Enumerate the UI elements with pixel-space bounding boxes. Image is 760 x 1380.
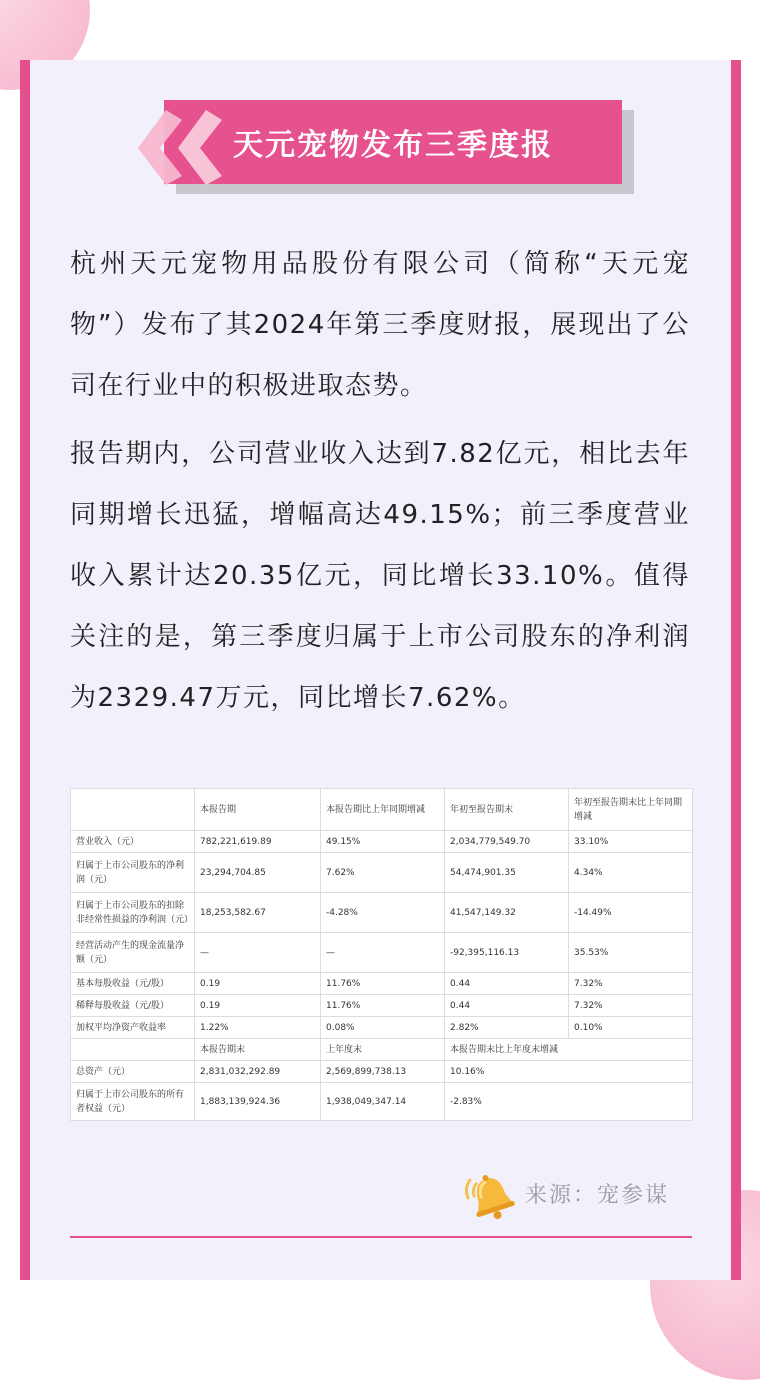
table-cell: -4.28% <box>321 893 445 933</box>
bell-icon <box>462 1170 518 1222</box>
table-cell: 7.32% <box>569 973 693 995</box>
table-row <box>71 995 693 1017</box>
table-cell: 11.76% <box>321 973 445 995</box>
table-cell: 18,253,582.67 <box>195 893 321 933</box>
table-row <box>71 1061 693 1083</box>
table-row <box>71 973 693 995</box>
table-cell: 782,221,619.89 <box>195 831 321 853</box>
table-cell: 本报告期 <box>195 789 321 831</box>
table-cell: 0.19 <box>195 973 321 995</box>
table-cell: 0.10% <box>569 1017 693 1039</box>
row-label: 基本每股收益（元/股） <box>71 973 195 995</box>
table-cell: 年初至报告期末 <box>445 789 569 831</box>
row-label <box>71 789 195 831</box>
paragraph-intro: 杭州天元宠物用品股份有限公司（简称“天元宠物”）发布了其2024年第三季度财报，展现出了公司在行业中的积极进取态势。 <box>70 249 690 401</box>
table-cell: 41,547,149.32 <box>445 893 569 933</box>
paragraph-results: 报告期内，公司营业收入达到7.82亿元，相比去年同期增长迅猛，增幅高达49.15%；前三季度营业收入累计达20.35亿元，同比增长33.10%。值得关注的是，第三季度归属于上市公司股东的净利润为2329.47万元，同比增长7.62%。 <box>70 439 690 713</box>
table-cell: 2.82% <box>445 1017 569 1039</box>
table-cell: 2,831,032,292.89 <box>195 1061 321 1083</box>
row-label: 总资产（元） <box>71 1061 195 1083</box>
table-cell: 0.08% <box>321 1017 445 1039</box>
row-label <box>71 1039 195 1061</box>
table-cell: 年初至报告期末比上年同期增减 <box>569 789 693 831</box>
table-cell: 本报告期末比上年度末增减 <box>445 1039 693 1061</box>
table-row <box>71 853 693 893</box>
table-cell: 1,938,049,347.14 <box>321 1083 445 1121</box>
table-cell: 1.22% <box>195 1017 321 1039</box>
row-label: 营业收入（元） <box>71 831 195 853</box>
table-cell: 本报告期比上年同期增减 <box>321 789 445 831</box>
table-cell: 0.19 <box>195 995 321 1017</box>
divider-line <box>70 1236 692 1238</box>
source-credit: 来源：宠参谋 <box>525 1183 670 1208</box>
table-cell: 11.76% <box>321 995 445 1017</box>
table-cell: 35.53% <box>569 933 693 973</box>
table-cell: 10.16% <box>445 1061 693 1083</box>
table-cell: -92,395,116.13 <box>445 933 569 973</box>
table-cell: — <box>321 933 445 973</box>
table-cell: 2,034,779,549.70 <box>445 831 569 853</box>
table-cell: 2,569,899,738.13 <box>321 1061 445 1083</box>
table-header-row <box>71 789 693 831</box>
table-cell: 23,294,704.85 <box>195 853 321 893</box>
table-row <box>71 1083 693 1121</box>
table-cell: 4.34% <box>569 853 693 893</box>
table-cell: 本报告期末 <box>195 1039 321 1061</box>
row-label: 加权平均净资产收益率 <box>71 1017 195 1039</box>
double-quote-icon <box>138 110 228 185</box>
financial-table <box>70 788 693 1121</box>
row-label: 归属于上市公司股东的所有者权益（元） <box>71 1083 195 1121</box>
table-cell: 上年度末 <box>321 1039 445 1061</box>
table-cell: — <box>195 933 321 973</box>
table-row <box>71 1017 693 1039</box>
table-row <box>71 893 693 933</box>
title-text: 天元宠物发布三季度报 <box>233 128 553 163</box>
table-header-row <box>71 1039 693 1061</box>
table-cell: 7.32% <box>569 995 693 1017</box>
table-row <box>71 831 693 853</box>
page-title <box>164 100 622 184</box>
table-cell: -14.49% <box>569 893 693 933</box>
table-cell: -2.83% <box>445 1083 693 1121</box>
row-label: 稀释每股收益（元/股） <box>71 995 195 1017</box>
table-row <box>71 933 693 973</box>
table-cell: 0.44 <box>445 973 569 995</box>
row-label: 归属于上市公司股东的净利润（元） <box>71 853 195 893</box>
table-cell: 1,883,139,924.36 <box>195 1083 321 1121</box>
table-cell: 33.10% <box>569 831 693 853</box>
row-label: 归属于上市公司股东的扣除非经常性损益的净利润（元） <box>71 893 195 933</box>
table-cell: 54,474,901.35 <box>445 853 569 893</box>
table-cell: 7.62% <box>321 853 445 893</box>
table-cell: 0.44 <box>445 995 569 1017</box>
row-label: 经营活动产生的现金流量净额（元） <box>71 933 195 973</box>
table-cell: 49.15% <box>321 831 445 853</box>
